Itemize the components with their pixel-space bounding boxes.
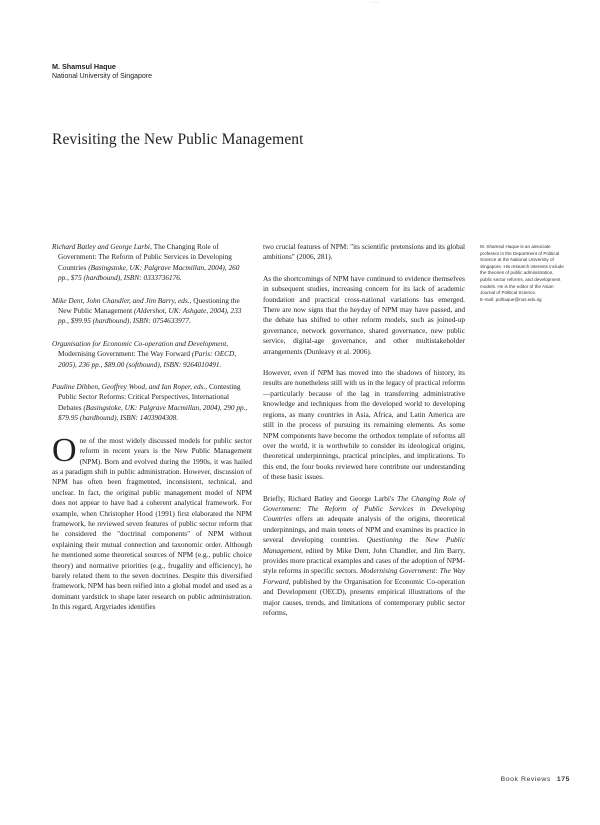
reference-authors: Pauline Dibben, Geoffrey Wood, and Ian Roper, eds., xyxy=(52,382,208,392)
paragraph-text: offers an adequate analysis of the origins, theoretical underpinnings, and main tenets of NPM and examines its practice in several developing countries. xyxy=(263,514,465,545)
drop-cap: O xyxy=(52,431,77,469)
author-affiliation: National University of Singapore xyxy=(52,73,152,80)
reference-title: Questioning the New Public Management xyxy=(58,295,240,316)
author-block xyxy=(52,62,152,82)
reference-title: Contesting Public Sector Reforms: Critical Perspectives, International Debates xyxy=(58,382,241,412)
paragraph-text: published by the Organisation for Economic Co-operation and Development (OECD), presents empirical illustrations of the major causes, trends, and limitations of contemporary public sector reforms, xyxy=(263,576,465,617)
paragraph-text: edited by Mike Dent, John Chandler, and Jim Barry, provides more practical examples and cases of the adoption of NPM-style reforms in specific sectors. xyxy=(263,545,465,576)
right-column xyxy=(263,242,465,629)
paragraph-text: ne of the most widely discussed models for public sector reform in recent years is the New Public Management (NPM). Born and evolved during the 1990s, it was hailed as a paradigm shift in public administration. However, discussion of NPM has often been fragmented, inconsistent, technical, and unclear. In fact, the original public management model of NPM does not appear to have had a coherent analytical framework. For example, when Christopher Hood (1991) first elaborated the NPM framework, he reviewed seven features of public sector reform that he considered the "doctrinal components" of NPM without explaining their mutual connection and taxonomic order. Although he mentioned some theoretical sources of NPM (e.g., public choice theory) and normative priorities (e.g., frugality and efficiency), he barely related them to the seven doctrines. Despite this diversified framework, NPM has been reified into a global model and used as a dominant yardstick to shape later research on public administration. In this regard, Argyriades identifies xyxy=(52,435,252,612)
reference-entry xyxy=(52,339,252,370)
left-column xyxy=(52,242,252,624)
paragraph-text: Briefly, Richard Batley and George Larbi's xyxy=(263,493,398,503)
reference-authors: Mike Dent, John Chandler, and Jim Barry, eds., xyxy=(52,295,192,305)
reference-publication: (Basingstoke, UK: Palgrave Macmillan, 2004), 290 pp., $79.95 (hardbound), ISBN: 1403904308. xyxy=(58,402,248,423)
book-title: Questioning the New Public Management, xyxy=(263,535,465,555)
author-email: E-mail: polhaque@nus.edu.sg xyxy=(480,296,542,302)
book-title: The Changing Role of Government: The Reform of Public Services in Developing Countries xyxy=(263,493,465,524)
reference-publication: (Basingstoke, UK: Palgrave Macmillan, 2004), 260 pp., $75 (hardbound), ISBN: 0333736176. xyxy=(58,262,240,283)
reference-publication: (Paris: OECD, 2005), 236 pp., $89.00 (softbound), ISBN: 9264010491. xyxy=(58,349,237,369)
body-paragraph: two crucial features of NPM: "its scientific pretensions and its global ambitions" (2006, 281). xyxy=(263,242,465,262)
reference-title: The Changing Role of Government: The Reform of Public Services in Developing Countries xyxy=(58,242,232,272)
author-bio-sidebar xyxy=(480,244,566,303)
book-title: Modernising Government: The Way Forward, xyxy=(263,566,465,586)
header-mark: · · · xyxy=(370,0,379,6)
reference-publication: (Aldershot, UK: Ashgate, 2004), 233 pp., $99.95 (hardbound), ISBN: 0754633977. xyxy=(58,306,242,326)
author-name: M. Shamsul Haque xyxy=(52,62,116,71)
running-footer-label: Book Reviews xyxy=(500,776,551,783)
page-number: 175 xyxy=(556,776,570,783)
reference-entry xyxy=(52,296,252,327)
reference-entry xyxy=(52,242,252,284)
body-paragraph xyxy=(52,431,252,613)
article-title: Revisiting the New Public Management xyxy=(52,131,304,148)
body-paragraph xyxy=(263,494,465,619)
body-paragraph: As the shortcomings of NPM have continued to evidence themselves in subsequent studies, increasing concern for its lack of academic foundation and practical cross-national variations has emerged. There are now signs that the heyday of NPM may have passed, and the debate has shifted to other reform models, such as joined-up governance, network governance, shared governance, new public service, digital-age governance, and other multistakeholder arrangements (Dunleavy et al. 2006). xyxy=(263,273,465,356)
reference-entry xyxy=(52,382,252,424)
page-footer xyxy=(501,776,570,783)
reference-authors: Organisation for Economic Co-operation and Development, xyxy=(52,338,229,348)
reference-title: Modernising Government: The Way Forward xyxy=(58,349,191,359)
author-bio: M. Shamsul Haque is an associate professor in the Department of Political Science at the National University of Singapore. His research interests include the theories of public administration, public sector reforms, and development models. He is the editor of the Asian Journal of Political Science. xyxy=(480,244,564,296)
body-paragraph: However, even if NPM has moved into the shadows of history, its results are nonetheless still with us in the legacy of practical reforms—particularly because of the lag in transferring administrative knowledge and techniques from the developed world to developing regions, as many countries in Asia, Africa, and Latin America are still in the process of pursuing its remaining elements. As some NPM components have become the orthodox template of reforms all over the world, it is worthwhile to consider its ideological origins, theoretical underpinnings, practical principles, and implications. To this end, the four books reviewed here contribute our understanding of these basic issues. xyxy=(263,368,465,482)
reference-authors: Richard Batley and George Larbi, xyxy=(52,242,152,251)
